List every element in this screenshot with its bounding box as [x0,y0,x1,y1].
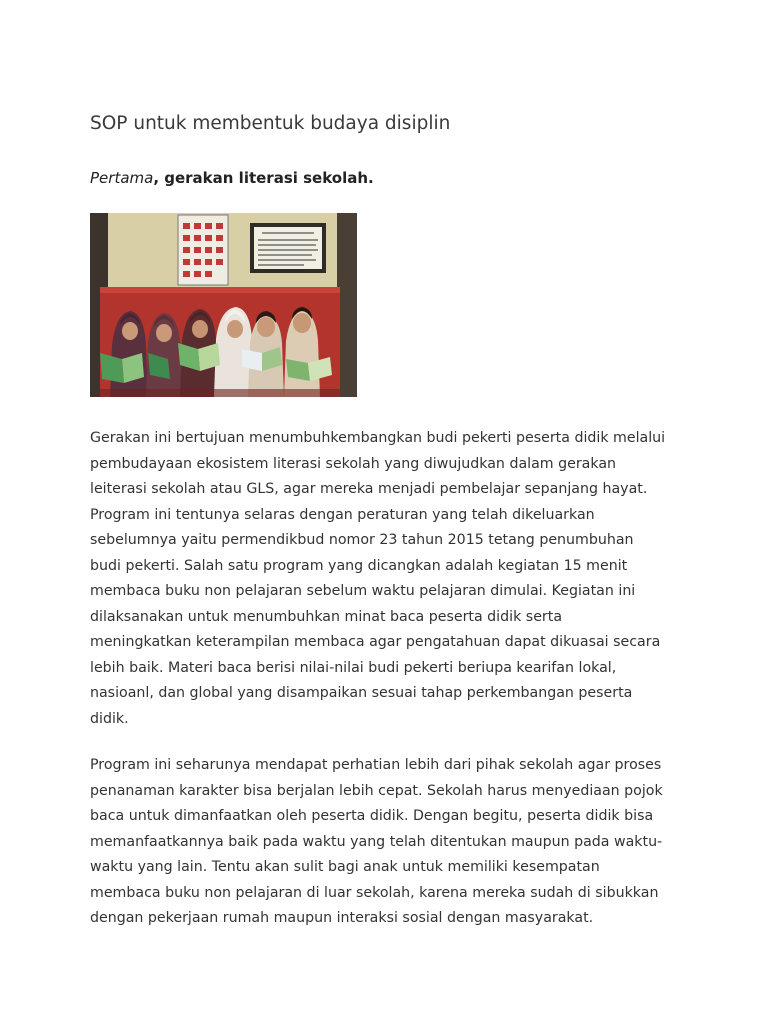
paragraph-2: Program ini seharunya mendapat perhatian lebih dari pihak sekolah agar proses penanaman karakter bisa berjalan lebih cepat. Sekolah harus menyediaan pojok baca untuk dimanfaatkan oleh peserta didik. Dengan begitu, peserta didik bisa memanfaatkannya baik pada waktu yang telah ditentukan maupun pada waktu- waktu yang lain. Tentu akan sulit bagi anak untuk memiliki kesempatan membaca buku non pelajaran di luar sekolah, karena mereka sudah di sibukkan dengan pekerjaan rumah maupun interaksi sosial dengan masyarakat. [90,757,663,926]
section-heading-italic: Pertama [90,169,154,187]
section-heading-rest: , gerakan literasi sekolah. [153,169,374,187]
students-reading-photo [90,213,357,397]
section-heading [90,169,374,187]
document-title: SOP untuk membentuk budaya disiplin [90,113,451,134]
paragraph-1: Gerakan ini bertujuan menumbuhkembangkan budi pekerti peserta didik melalui pembudayaan ekosistem literasi sekolah yang diwujudkan dalam gerakan leiterasi sekolah atau GLS, agar mereka menjadi pembelajar sepanjang hayat. Program ini tentunya selaras dengan peraturan yang telah dikeluarkan sebelumnya yaitu permendikbud nomor 23 tahun 2015 tetang penumbuhan budi pekerti. Salah satu program yang dicangkan adalah kegiatan 15 menit membaca buku non pelajaran sebelum waktu pelajaran dimulai. Kegiatan ini dilaksanakan untuk menumbuhkan minat baca peserta didik serta meningkatkan keterampilan membaca agar pengatahuan dapat dikuasai secara lebih baik. Materi baca berisi nilai-nilai budi pekerti beriupa kearifan lokal, nasioanl, dan global yang disampaikan sesuai tahap perkembangan peserta didik. [90,430,666,727]
